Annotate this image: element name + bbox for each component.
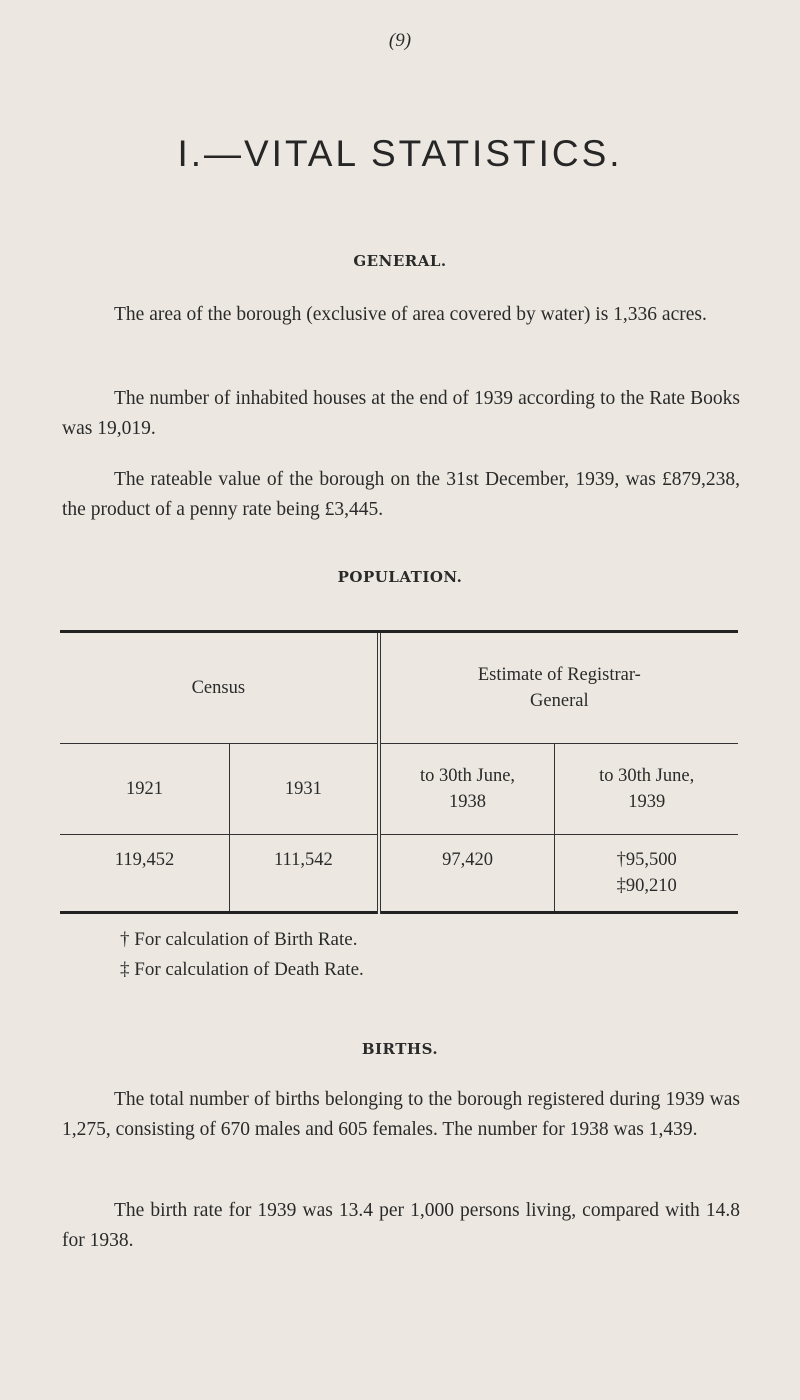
- births-paragraph-total: The total number of births belonging to the borough registered during 1939 was 1,275, consisting of 670 males and 605 females. The number for 1938 was 1,439.: [62, 1089, 740, 1140]
- page-title: I.—VITAL STATISTICS.: [177, 133, 623, 174]
- population-table: [60, 630, 738, 914]
- column-1931: 1931: [230, 744, 379, 835]
- general-paragraph-area: The area of the borough (exclusive of area covered by water) is 1,336 acres.: [114, 304, 707, 325]
- value-birth-rate-estimate: †95,500: [616, 850, 677, 870]
- births-heading: BIRTHS.: [361, 1040, 439, 1058]
- footnote-birth-rate: † For calculation of Birth Rate.: [120, 929, 358, 950]
- value-june-1938: 97,420: [379, 835, 555, 913]
- column-june-1939: [555, 744, 738, 835]
- value-death-rate-estimate: ‡90,210: [616, 876, 677, 896]
- general-paragraph-houses: The number of inhabited houses at the end of 1939 according to the Rate Books was 19,019.: [62, 388, 740, 439]
- column-1921: 1921: [60, 744, 230, 835]
- column-june-1938: [379, 744, 555, 835]
- births-paragraph-rate: The birth rate for 1939 was 13.4 per 1,000 persons living, compared with 14.8 for 1938.: [62, 1200, 740, 1251]
- value-1931: 111,542: [230, 835, 379, 913]
- general-heading: GENERAL.: [353, 252, 447, 270]
- page-number: (9): [388, 30, 412, 51]
- estimate-group-header-text: Estimate of Registrar-General: [477, 665, 641, 711]
- value-1921: 119,452: [60, 835, 230, 913]
- column-june-1938-text: to 30th June, 1938: [419, 766, 516, 812]
- population-heading: POPULATION.: [337, 568, 463, 586]
- estimate-group-header: [379, 633, 738, 744]
- census-group-header: Census: [191, 678, 246, 698]
- value-june-1939: [555, 835, 738, 913]
- column-june-1939-text: to 30th June, 1939: [599, 766, 695, 812]
- footnote-death-rate: ‡ For calculation of Death Rate.: [120, 959, 364, 980]
- general-paragraph-rateable: The rateable value of the borough on the 31st December, 1939, was £879,238, the product of a penny rate being £3,445.: [62, 469, 740, 520]
